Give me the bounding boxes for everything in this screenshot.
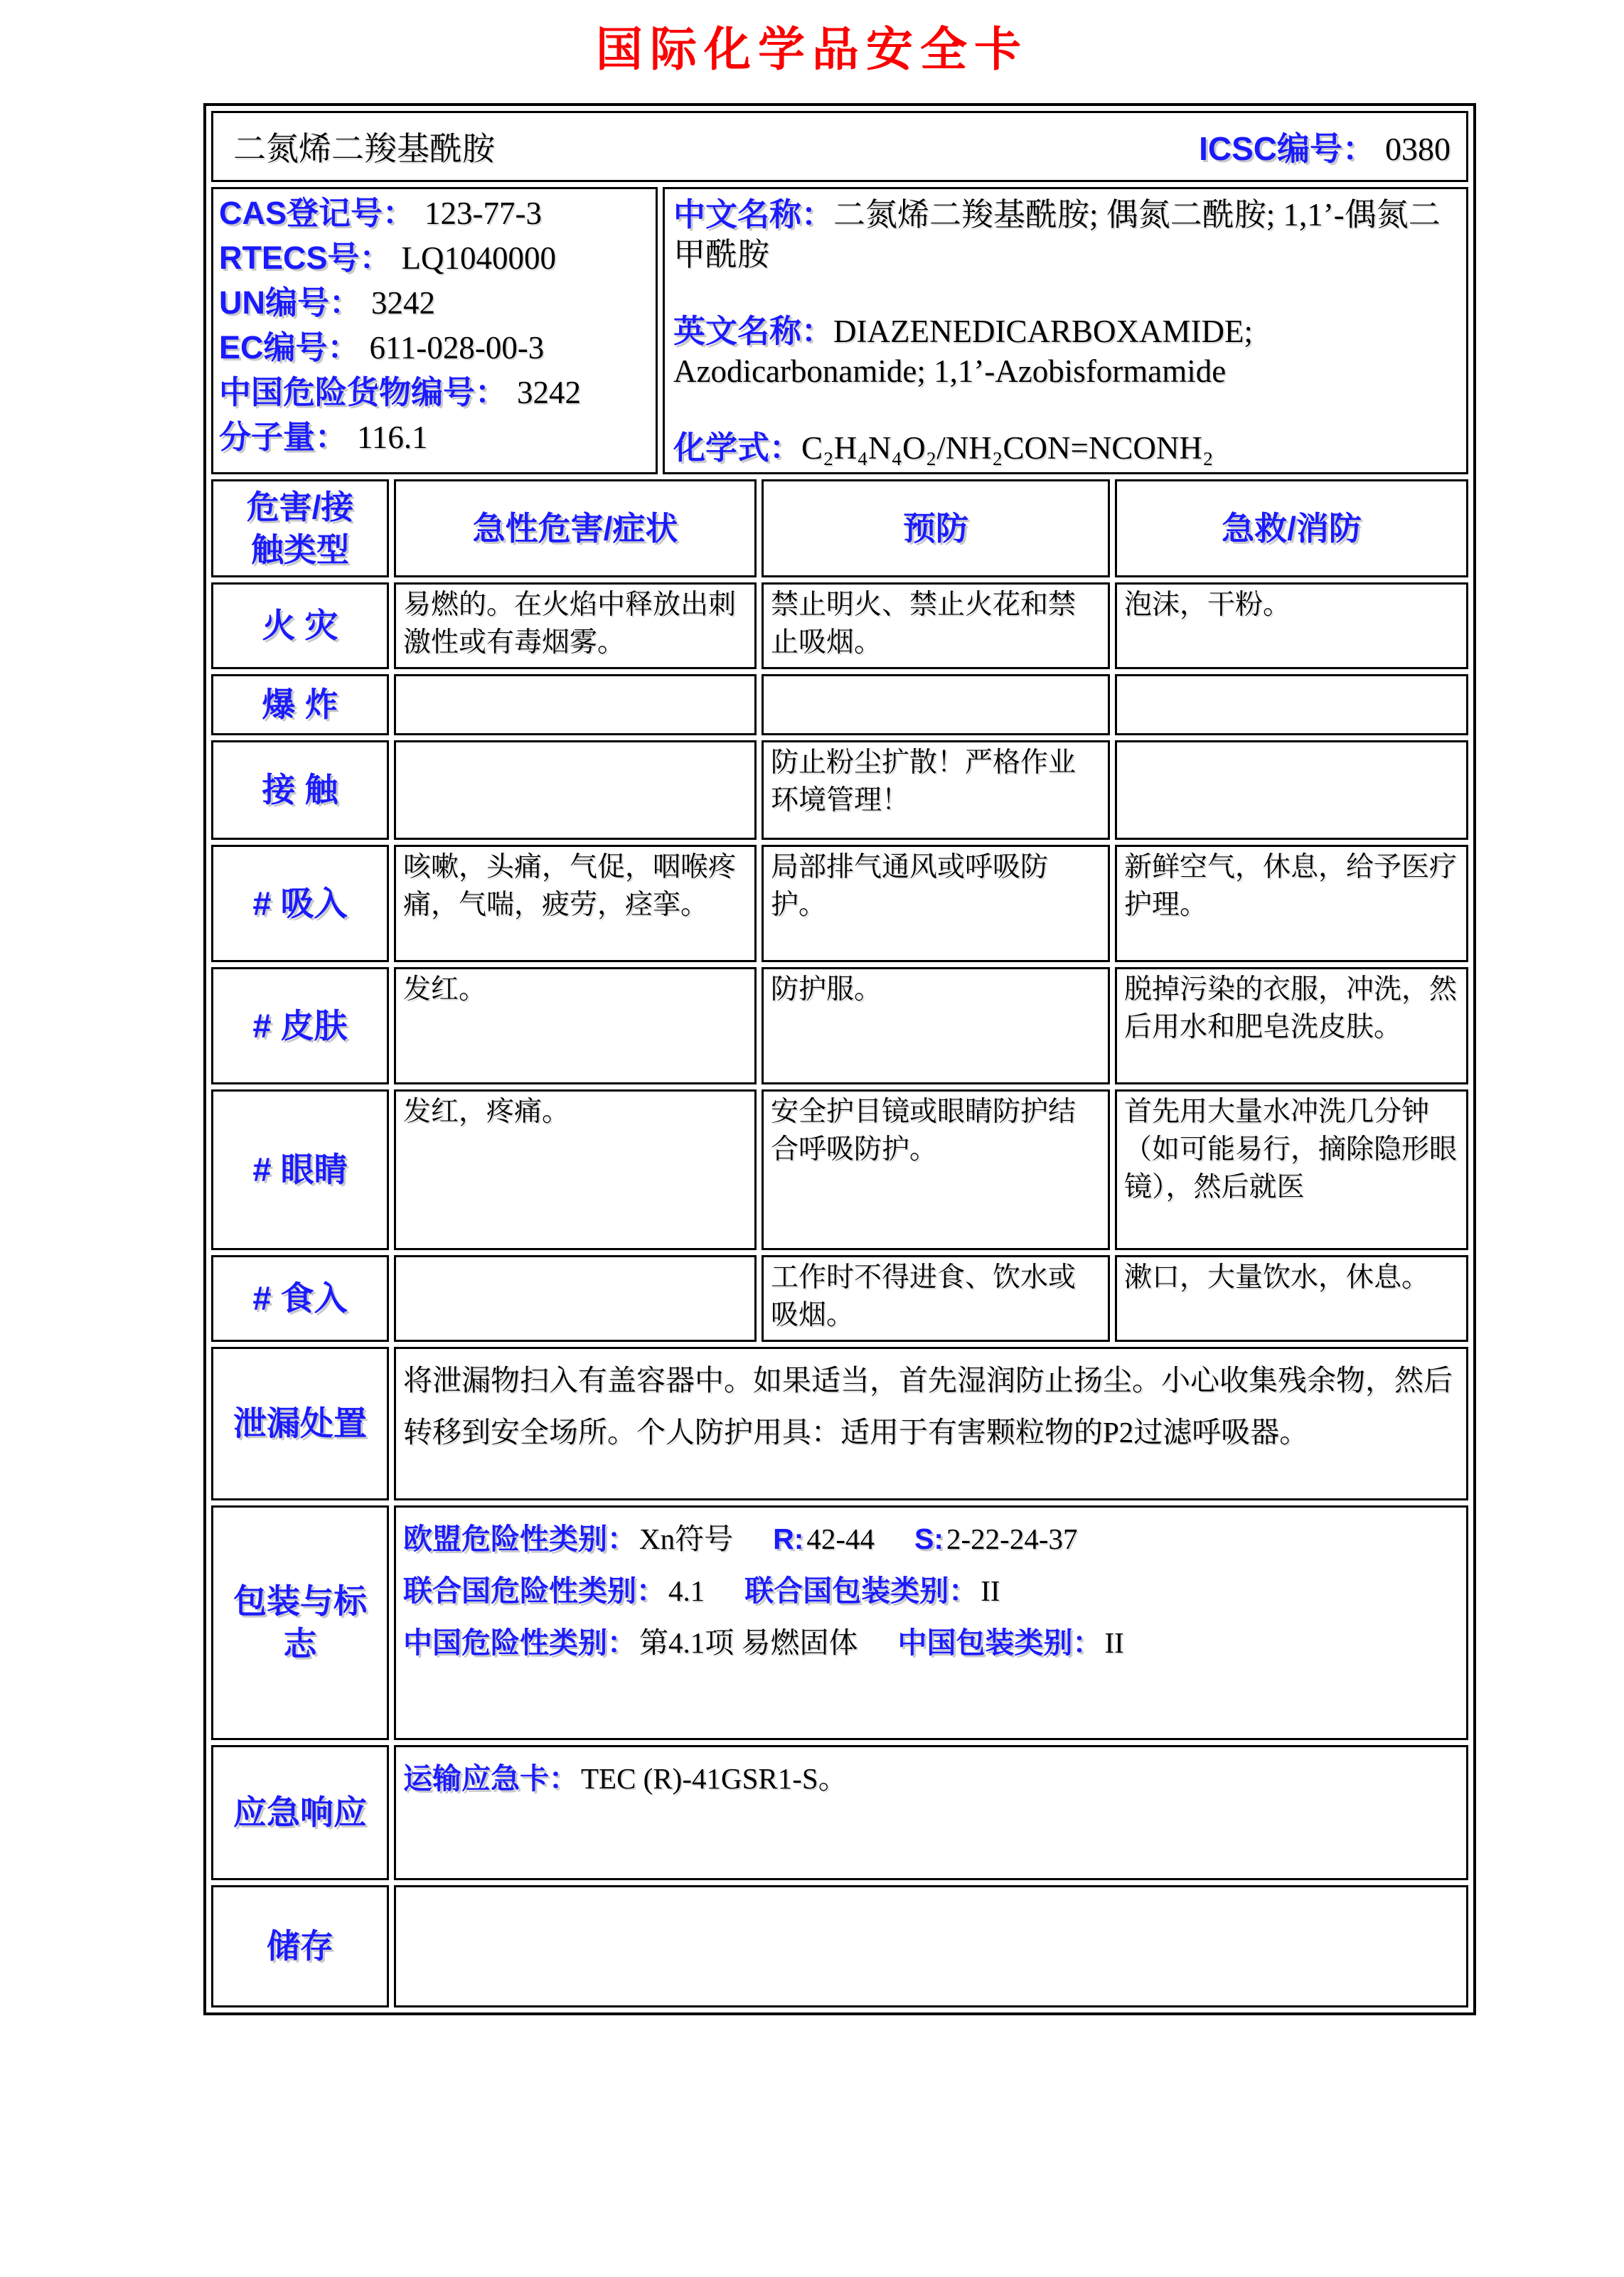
card-header-row	[211, 111, 1468, 182]
skin-firstaid-cell	[1115, 967, 1468, 1084]
skin-label: # 皮肤	[252, 1006, 348, 1045]
china-dg-number-value: 3242	[517, 375, 582, 410]
s-phrases-value: 2-22-24-37	[946, 1523, 1078, 1555]
fire-prevention-cell	[762, 582, 1110, 669]
china-pack-group-value: II	[1104, 1626, 1124, 1659]
un-number-value: 3242	[371, 285, 435, 321]
hazard-header-row	[211, 479, 1468, 577]
china-class-line	[403, 1617, 1456, 1669]
explosion-label: 爆 炸	[262, 686, 338, 723]
storage-content-cell	[394, 1885, 1468, 2007]
storage-label: 储存	[267, 1927, 333, 1965]
fire-firstaid: 泡沫，干粉。	[1124, 590, 1291, 620]
chinese-name-value: 二氮烯二羧基酰胺; 偶氮二酰胺; 1,1’-偶氮二甲酰胺	[673, 197, 1441, 272]
un-class-line	[403, 1565, 1456, 1617]
rtecs-number-label: RTECS号：	[219, 240, 392, 276]
china-hazard-class-label: 中国危险性类别：	[403, 1626, 636, 1659]
inhalation-label-cell	[211, 845, 389, 962]
inhalation-symptoms-cell	[394, 845, 757, 962]
r-phrases-value: 42-44	[806, 1523, 875, 1555]
hazard-header-type	[211, 479, 389, 577]
ec-number-value: 611-028-00-3	[369, 330, 545, 366]
english-name-paragraph	[673, 311, 1456, 391]
hazard-header-prevention	[762, 479, 1110, 577]
emergency-row	[211, 1745, 1468, 1880]
packaging-content-cell	[394, 1505, 1468, 1740]
emergency-label: 应急响应	[233, 1793, 367, 1831]
ec-number-line	[219, 331, 650, 365]
s-phrases-label: S:	[914, 1523, 944, 1555]
explosion-prevention-cell	[762, 674, 1110, 735]
icsc-number-value: 0380	[1385, 131, 1451, 167]
ingestion-label-cell	[211, 1255, 389, 1342]
formula-label: 化学式：	[673, 430, 802, 466]
contact-firstaid-cell	[1115, 740, 1468, 840]
skin-firstaid: 脱掉污染的衣服，冲洗，然后用水和肥皂洗皮肤。	[1124, 974, 1458, 1042]
eyes-symptoms: 发红，疼痛。	[403, 1097, 570, 1127]
explosion-symptoms-cell	[394, 674, 757, 735]
hazard-row-inhalation	[211, 845, 1468, 962]
hazard-header-symptoms	[394, 479, 757, 577]
packaging-label: 包装与标志	[233, 1582, 367, 1663]
un-number-label: UN编号：	[219, 284, 361, 321]
inhalation-symptoms: 咳嗽，头痛，气促，咽喉疼痛，气喘，疲劳，痉挛。	[403, 852, 737, 920]
china-pack-group-label: 中国包装类别：	[897, 1626, 1102, 1659]
cas-number-line	[219, 196, 650, 230]
r-phrases-label: R:	[773, 1523, 804, 1555]
chemical-name-cell	[211, 111, 1468, 182]
eu-hazard-class-value: Xn符号	[639, 1523, 734, 1555]
eyes-label-cell	[211, 1089, 389, 1250]
hazard-row-contact	[211, 740, 1468, 840]
spill-row	[211, 1347, 1468, 1500]
icsc-number-label: ICSC编号：	[1199, 130, 1375, 167]
inhalation-label: # 吸入	[252, 884, 348, 922]
un-hazard-class-label: 联合国危险性类别：	[403, 1574, 666, 1607]
hazard-row-skin	[211, 967, 1468, 1084]
eyes-symptoms-cell	[394, 1089, 757, 1250]
spill-label-cell	[211, 1347, 389, 1500]
tec-card-label: 运输应急卡：	[403, 1762, 578, 1795]
eyes-prevention-cell	[762, 1089, 1110, 1250]
info-row	[211, 187, 1468, 474]
tec-card-line	[403, 1753, 1456, 1805]
explosion-firstaid-cell	[1115, 674, 1468, 735]
hazard-row-fire	[211, 582, 1468, 669]
inhalation-prevention: 局部排气通风或呼吸防护。	[771, 852, 1049, 920]
chinese-name-paragraph	[673, 195, 1456, 274]
spill-content-cell	[394, 1347, 1468, 1500]
ingestion-prevention-cell	[762, 1255, 1110, 1342]
hazard-header-prevention-label: 预防	[903, 510, 968, 547]
un-hazard-class-value: 4.1	[668, 1574, 705, 1607]
hazard-header-firstaid-label: 急救/消防	[1222, 510, 1362, 547]
inhalation-prevention-cell	[762, 845, 1110, 962]
china-dg-number-line	[219, 375, 650, 410]
emergency-label-cell	[211, 1745, 389, 1880]
hazard-header-symptoms-label: 急性危害/症状	[472, 510, 678, 547]
hazard-header-type-label: 危害/接触类型	[246, 489, 354, 568]
skin-prevention: 防护服。	[771, 974, 882, 1005]
emergency-content-cell	[394, 1745, 1468, 1880]
rtecs-number-line	[219, 241, 650, 275]
storage-label-cell	[211, 1885, 389, 2007]
fire-label-cell	[211, 582, 389, 669]
identifiers-cell	[211, 187, 658, 474]
contact-prevention: 防止粉尘扩散！严格作业环境管理！	[771, 747, 1077, 816]
ingestion-symptoms-cell	[394, 1255, 757, 1342]
ec-number-label: EC编号：	[219, 329, 360, 366]
ingestion-prevention: 工作时不得进食、饮水或吸烟。	[771, 1262, 1077, 1331]
inhalation-firstaid: 新鲜空气，休息，给予医疗护理。	[1124, 852, 1458, 920]
un-number-line	[219, 286, 650, 320]
storage-row	[211, 1885, 1468, 2007]
fire-symptoms-cell	[394, 582, 757, 669]
eu-hazard-class-label: 欧盟危险性类别：	[403, 1523, 636, 1555]
rtecs-number-value: LQ1040000	[401, 240, 557, 276]
hazard-row-eyes	[211, 1089, 1468, 1250]
eyes-prevention: 安全护目镜或眼睛防护结合呼吸防护。	[771, 1097, 1077, 1165]
skin-label-cell	[211, 967, 389, 1084]
formula-value: C₂H₄N₄O₂/NH₂CON=NCONH₂	[801, 430, 1214, 466]
chemical-name: 二氮烯二羧基酰胺	[233, 131, 495, 167]
cas-number-value: 123-77-3	[424, 196, 542, 231]
page-title: 国际化学品安全卡	[596, 24, 1028, 76]
cas-number-label: CAS登记号：	[219, 195, 415, 231]
spill-text: 将泄漏物扫入有盖容器中。如果适当，首先湿润防止扬尘。小心收集残余物，然后转移到安全场所。个人防护用具：适用于有害颗粒物的P2过滤呼吸器。	[403, 1364, 1453, 1449]
eyes-firstaid: 首先用大量水冲洗几分钟（如可能易行，摘除隐形眼镜），然后就医	[1124, 1097, 1458, 1203]
contact-prevention-cell	[762, 740, 1110, 840]
ingestion-label: # 食入	[252, 1279, 348, 1317]
english-name-value: DIAZENEDICARBOXAMIDE; Azodicarbonamide; 1,1’-Azobisformamide	[673, 314, 1253, 389]
contact-label-cell	[211, 740, 389, 840]
hazard-row-explosion	[211, 674, 1468, 735]
skin-prevention-cell	[762, 967, 1110, 1084]
fire-firstaid-cell	[1115, 582, 1468, 669]
names-cell	[663, 187, 1468, 474]
icsc-number	[1199, 123, 1451, 170]
explosion-label-cell	[211, 674, 389, 735]
packaging-label-cell	[211, 1505, 389, 1740]
formula-paragraph	[673, 428, 1456, 468]
skin-symptoms-cell	[394, 967, 757, 1084]
skin-symptoms: 发红。	[403, 974, 487, 1005]
chinese-name-label: 中文名称：	[673, 196, 834, 233]
ingestion-firstaid-cell	[1115, 1255, 1468, 1342]
english-name-label: 英文名称：	[673, 313, 834, 349]
packaging-row	[211, 1505, 1468, 1740]
un-pack-group-label: 联合国包装类别：	[744, 1574, 978, 1607]
fire-prevention: 禁止明火、禁止火花和禁止吸烟。	[771, 590, 1077, 658]
eyes-firstaid-cell	[1115, 1089, 1468, 1250]
eu-hazard-class-line	[403, 1513, 1456, 1565]
spill-label: 泄漏处置	[233, 1404, 367, 1442]
hazard-header-firstaid	[1115, 479, 1468, 577]
molecular-weight-label: 分子量：	[219, 419, 348, 455]
contact-symptoms-cell	[394, 740, 757, 840]
inhalation-firstaid-cell	[1115, 845, 1468, 962]
un-pack-group-value: II	[981, 1574, 1000, 1607]
molecular-weight-value: 116.1	[357, 420, 428, 455]
fire-label: 火 灾	[262, 607, 338, 644]
china-hazard-class-value: 第4.1项 易燃固体	[639, 1626, 858, 1659]
tec-card-value: TEC (R)-41GSR1-S。	[581, 1762, 848, 1795]
safety-card	[203, 103, 1476, 2015]
hazard-row-ingestion	[211, 1255, 1468, 1342]
ingestion-firstaid: 漱口，大量饮水，休息。	[1124, 1262, 1430, 1293]
china-dg-number-label: 中国危险货物编号：	[219, 374, 508, 410]
eyes-label: # 眼睛	[252, 1151, 348, 1188]
contact-label: 接 触	[262, 771, 338, 809]
fire-symptoms: 易燃的。在火焰中释放出刺激性或有毒烟雾。	[403, 590, 737, 658]
molecular-weight-line	[219, 420, 650, 454]
